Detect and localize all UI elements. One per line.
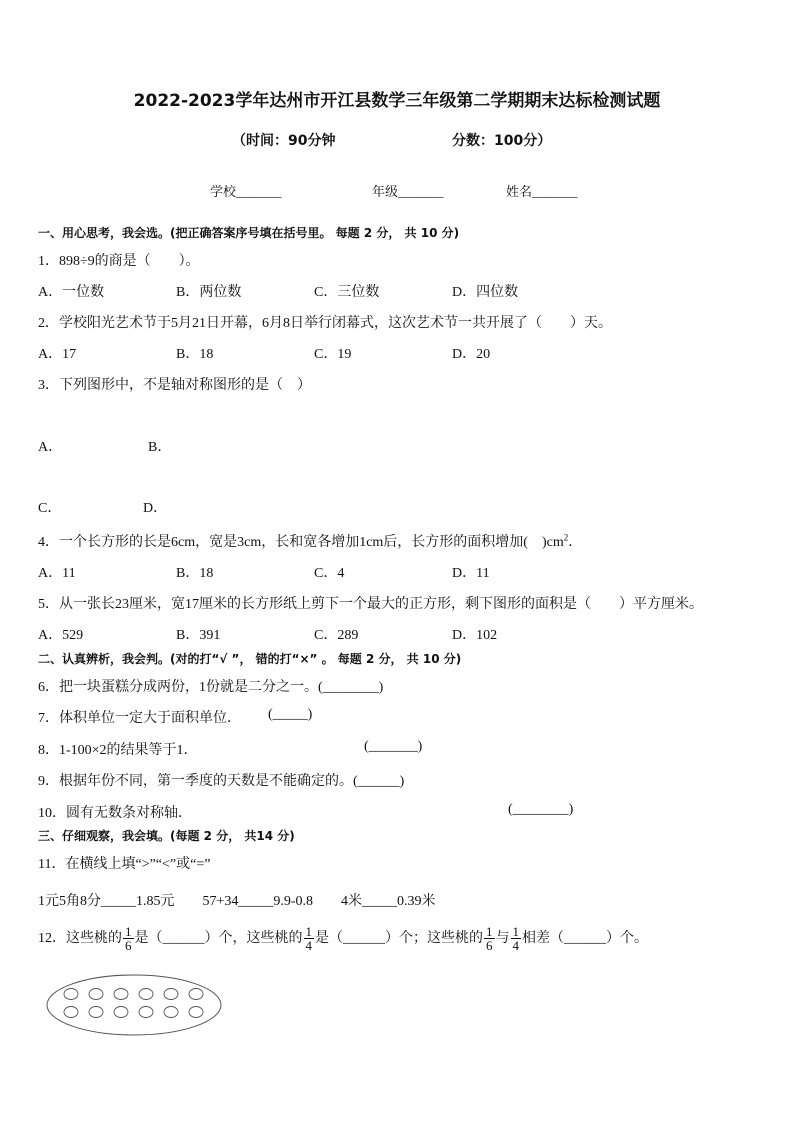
q1-option-c: C．三位数 [314,285,380,300]
question-6: 6．把一块蛋糕分成两份，1份就是二分之一。(________) [38,680,384,695]
peach-icon [89,989,103,1000]
peaches-ellipse [47,975,221,1035]
q1-option-d: D．四位数 [452,285,519,300]
q3-option-c: C． [38,501,62,516]
peaches-illustration [44,972,224,1038]
section-2-heading: 二、认真辨析，我会判。(对的打“√ ”， 错的打“×” 。 每题 2 分， 共 10 分) [38,652,462,666]
q11-comparisons: 1元5角8分_____1.85元 57+34_____9.9-0.8 4米_____0.39米 [38,894,436,909]
peach-icon [114,989,128,1000]
exam-time: （时间：90分钟 [232,133,336,149]
q7-answer-blank: (_____) [268,707,313,722]
question-12 [38,920,648,958]
q4-end: ． [568,535,583,550]
question-11: 11．在横线上填“>”“<”或“=” [38,857,211,872]
q2-option-a: A．17 [38,347,77,362]
q10-answer-blank: (________) [508,802,574,817]
peach-icon [64,989,78,1000]
fraction-one-quarter: $\frac{1}{4}$ [305,924,312,954]
q2-option-b: B．18 [176,347,214,362]
peach-icon [164,989,178,1000]
peach-icon [139,1007,153,1018]
q12-text-3: 是（______）个；这些桃的 [315,931,483,946]
q3-option-a: A． [38,440,63,455]
q12-text-4: 与 [495,931,510,946]
q4-unit-superscript: 2 [563,532,569,543]
q2-option-d: D．20 [452,347,491,362]
peach-icon [189,989,203,1000]
q1-option-b: B．两位数 [176,285,242,300]
exam-score: 分数：100分） [452,133,552,149]
fraction-one-sixth-2: $\frac{1}{6}$ [486,924,493,954]
q8-answer-blank: (_______) [364,739,423,754]
q2-option-c: C．19 [314,347,352,362]
q5-option-b: B．391 [176,628,221,643]
q5-option-a: A．529 [38,628,84,643]
peach-group [64,989,203,1018]
grade-field: 年级_______ [372,184,444,199]
section-3-heading: 三、仔细观察，我会填。(每题 2 分， 共14 分) [38,829,295,843]
q5-option-d: D．102 [452,628,498,643]
question-1: 1．898÷9的商是（ ）。 [38,254,200,269]
q12-text-1: 12．这些桃的 [38,931,122,946]
peach-icon [139,989,153,1000]
question-7: 7．体积单位一定大于面积单位． [38,711,241,726]
q4-option-a: A．11 [38,566,76,581]
peach-icon [189,1007,203,1018]
q5-option-c: C．289 [314,628,359,643]
peach-icon [164,1007,178,1018]
peach-icon [114,1007,128,1018]
question-9: 9．根据年份不同，第一季度的天数是不能确定的。(______) [38,774,405,789]
q4-option-c: C．4 [314,566,345,581]
q3-option-d: D． [143,501,168,516]
fraction-one-quarter-2: $\frac{1}{4}$ [512,924,519,954]
school-field: 学校_______ [210,184,282,199]
q1-option-a: A．一位数 [38,285,105,300]
q12-text-5: 相差（______）个。 [522,931,648,946]
name-field: 姓名_______ [506,184,578,199]
section-1-heading: 一、用心思考，我会选。(把正确答案序号填在括号里。 每题 2 分， 共 10 分) [38,226,460,240]
question-10: 10．圆有无数条对称轴． [38,806,192,821]
q4-option-b: B．18 [176,566,214,581]
question-4 [38,531,582,551]
q4-option-d: D．11 [452,566,490,581]
peach-icon [89,1007,103,1018]
q3-option-b: B． [148,440,172,455]
page-title: 2022-2023学年达州市开江县数学三年级第二学期期末达标检测试题 [133,91,661,111]
question-5: 5．从一张长23厘米，宽17厘米的长方形纸上剪下一个最大的正方形，剩下图形的面积是（ ）平方厘米。 [38,597,703,612]
question-3: 3．下列图形中，不是轴对称图形的是（ ） [38,378,311,393]
q4-stem: 4．一个长方形的长是6cm，宽是3cm，长和宽各增加1cm后，长方形的面积增加( )cm [38,535,564,550]
fraction-one-sixth: $\frac{1}{6}$ [125,924,132,954]
question-8: 8．1-100×2的结果等于1． [38,743,198,758]
peach-icon [64,1007,78,1018]
question-2: 2．学校阳光艺术节于5月21日开幕，6月8日举行闭幕式，这次艺术节一共开展了（ ）天。 [38,316,612,331]
q12-text-2: 是（______）个，这些桃的 [134,931,303,946]
